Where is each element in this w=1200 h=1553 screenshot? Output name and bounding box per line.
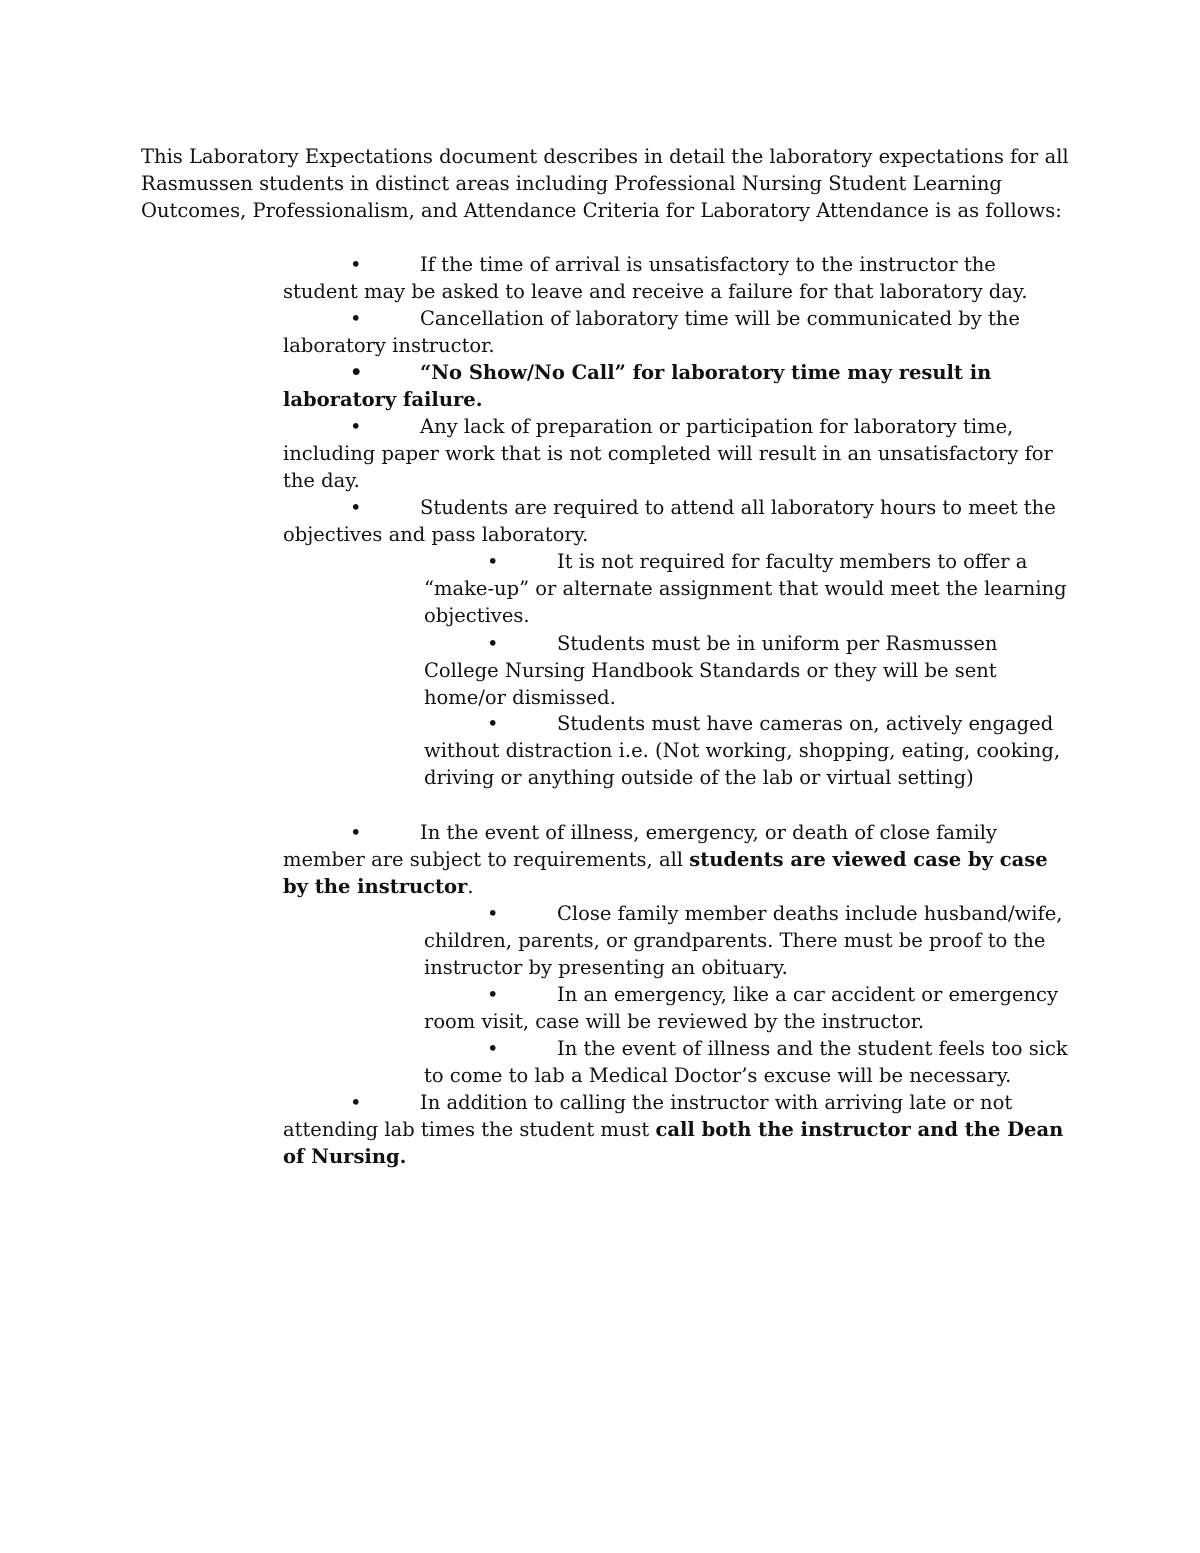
item-text: “No Show/No Call” for laboratory time may result in laboratory failure.	[283, 361, 992, 411]
list-item	[283, 819, 1073, 900]
bullet-icon: •	[350, 496, 362, 519]
list-item	[283, 251, 1073, 305]
item-text: Any lack of preparation or participation for laboratory time, including paper work that is not completed will result in an unsatisfactory for the day.	[283, 415, 1053, 492]
sub-list-item	[424, 1035, 1074, 1089]
item-text: In an emergency, like a car accident or emergency room visit, case will be reviewed by the instructor.	[424, 983, 1058, 1033]
bullet-icon: •	[350, 307, 362, 330]
sub-list-item	[424, 548, 1074, 629]
item-text: It is not required for faculty members to offer a “make-up” or alternate assignment that would meet the learning objectives.	[424, 550, 1067, 627]
bullet-icon: •	[350, 821, 362, 844]
list-item	[283, 494, 1073, 548]
bullet-icon: •	[350, 253, 362, 276]
list-item	[283, 305, 1073, 359]
sub-list-item	[424, 710, 1074, 791]
item-text: Students are required to attend all laboratory hours to meet the objectives and pass laboratory.	[283, 496, 1056, 546]
sub-list-item	[424, 900, 1074, 981]
bullet-icon: •	[350, 361, 363, 384]
bullet-icon: •	[487, 902, 499, 925]
bullet-icon: •	[350, 415, 362, 438]
bullet-icon: •	[487, 1037, 499, 1060]
item-text: Close family member deaths include husband/wife, children, parents, or grandparents. There must be proof to the instructor by presenting an obituary.	[424, 902, 1063, 979]
item-text: If the time of arrival is unsatisfactory to the instructor the student may be asked to leave and receive a failure for that laboratory day.	[283, 253, 1028, 303]
intro-paragraph: This Laboratory Expectations document describes in detail the laboratory expectations for all Rasmussen students in distinct areas including Professional Nursing Student Learning Outcomes, Professionalism, and Attendance Criteria for Laboratory Attendance is as follows:	[141, 145, 1069, 222]
sub-list-item	[424, 981, 1074, 1035]
bullet-icon: •	[487, 550, 499, 573]
item-text: Students must be in uniform per Rasmussen College Nursing Handbook Standards or they will be sent home/or dismissed.	[424, 632, 998, 709]
item-text: In the event of illness and the student feels too sick to come to lab a Medical Doctor’s excuse will be necessary.	[424, 1037, 1068, 1087]
item-suffix: .	[467, 875, 474, 898]
item-text: In the event of illness, emergency, or death of close family member are subject to requirements, all	[283, 821, 998, 871]
item-bold-text: students are viewed case by case by the instructor	[283, 848, 1048, 898]
bullet-icon: •	[350, 1091, 362, 1114]
bullet-icon: •	[487, 632, 499, 655]
item-text: Cancellation of laboratory time will be communicated by the laboratory instructor.	[283, 307, 1020, 357]
item-bold-text: call both the instructor and the Dean of Nursing.	[283, 1118, 1064, 1168]
item-text: In addition to calling the instructor with arriving late or not attending lab times the student must	[283, 1091, 1013, 1141]
sub-list-item	[424, 630, 1074, 711]
bullet-icon: •	[487, 983, 499, 1006]
list-item	[283, 413, 1073, 494]
item-text: Students must have cameras on, actively engaged without distraction i.e. (Not working, shopping, eating, cooking, driving or anything outside of the lab or virtual setting)	[424, 712, 1061, 789]
bullet-icon: •	[487, 712, 499, 735]
list-item	[283, 359, 1073, 413]
list-item	[283, 1089, 1073, 1170]
